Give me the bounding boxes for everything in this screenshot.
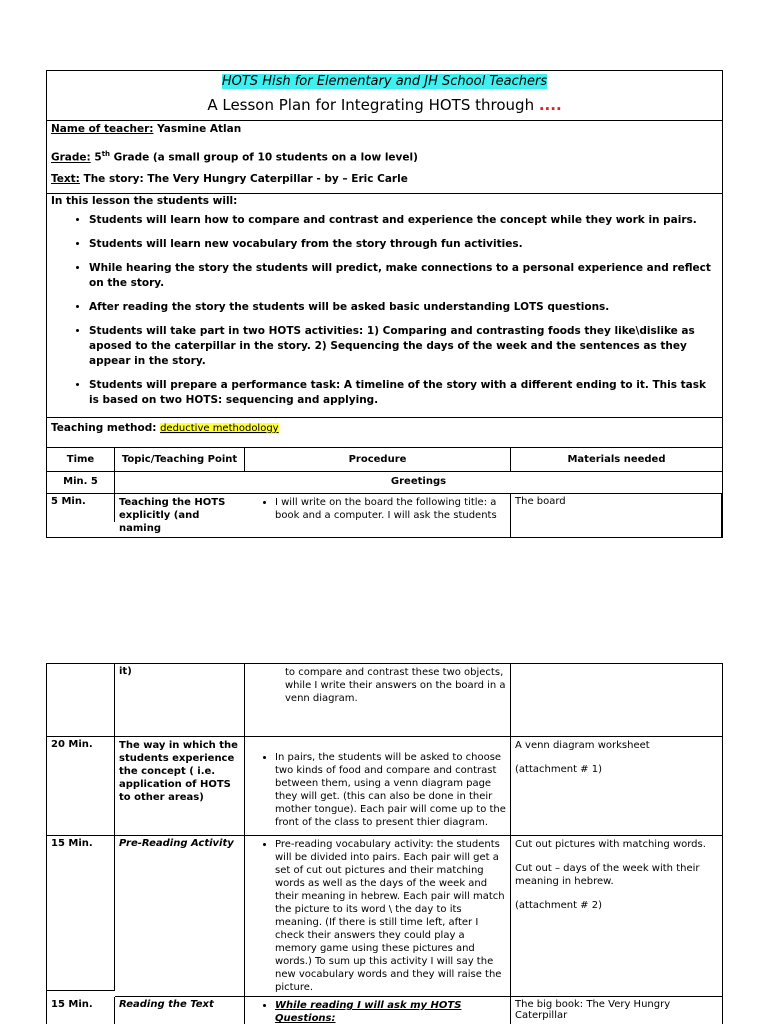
row1-topic: Teaching the HOTS explicitly (and naming — [119, 497, 226, 534]
row1-materials: The board — [511, 494, 722, 537]
schedule-grid-cont — [47, 664, 722, 1024]
lesson-plan-table-page1 — [46, 70, 723, 538]
col-header-materials: Materials needed — [511, 448, 722, 472]
r2-procedure: • In pairs, the students will be asked to choose two kinds of food and compare and contrast between them, using a venn diagram page they will get. (this can also be done in their mother tongue). Each pair will come up to the front of the class to present thier diagram. — [245, 737, 511, 836]
row1-time: 5 Min. — [47, 494, 115, 522]
objective-item: • Students will prepare a performance task: A timeline of the story with a different ending to it. This task is based on two HOTS: sequencing and applying. — [89, 378, 718, 408]
objective-item: • After reading the story the students will be asked basic understanding LOTS questions. — [89, 300, 718, 315]
objective-item: • Students will learn new vocabulary from the story through fun activities. — [89, 237, 718, 252]
col-header-procedure: Procedure — [245, 448, 511, 472]
objective-item: • Students will learn how to compare and contrast and experience the concept while they work in pairs. — [89, 213, 718, 228]
grade-row: Grade: 5th Grade (a small group of 10 students on a low level) — [51, 150, 418, 164]
objectives-heading: In this lesson the students will: — [51, 195, 238, 207]
r3-procedure: • Pre-reading vocabulary activity: the students will be divided into pairs. Each pair will get a set of cut out pictures and their matching words as well as the days of the week and their meaning in hebrew. Each pair will match the picture to its word \ the day to its meaning. (If there is still time left, after I check their answers they could play a memory game using these pictures and words.) To sum up this activity I will say the new vocabulary words and they will raise the picture. — [245, 836, 511, 997]
schedule-grid — [47, 448, 722, 537]
r3-topic: Pre-Reading Activity — [115, 836, 245, 997]
r2-topic: The way in which the students experience the concept ( i.e. application of HOTS to other areas) — [115, 737, 245, 836]
r1-time — [47, 664, 115, 737]
text-row: Text: The story: The Very Hungry Caterpillar - by – Eric Carle — [51, 173, 408, 185]
objectives-block — [47, 194, 722, 418]
r3-materials: Cut out pictures with matching words. Cut out – days of the week with their meaning in hebrew. (attachment # 2) — [511, 836, 722, 997]
header-block — [47, 71, 722, 121]
teaching-method: Teaching method: deductive methodology — [47, 418, 722, 448]
r2-time: 20 Min. — [47, 737, 115, 836]
objectives-list — [51, 213, 718, 408]
r1-topic: it) — [115, 664, 245, 737]
greet-time: Min. 5 — [47, 472, 115, 494]
r4-topic: Reading the Text — [115, 997, 245, 1024]
col-header-time: Time — [47, 448, 115, 472]
r1-procedure: to compare and contrast these two objects, while I write their answers on the board in a venn diagram. — [245, 664, 511, 737]
subtitle: HOTS Hish for Elementary and JH School Teachers — [221, 74, 548, 89]
teacher-row: Name of teacher: Yasmine Atlan — [51, 123, 242, 135]
row1-procedure: • I will write on the board the following title: a book and a computer. I will ask the students — [245, 494, 511, 537]
objective-item: • While hearing the story the students will predict, make connections to a personal experience and reflect on the story. — [89, 261, 718, 291]
method-value: deductive methodology — [160, 423, 279, 434]
greet-text: Greetings — [115, 472, 722, 494]
r4-procedure: • While reading I will ask my HOTS Questions: — [245, 997, 511, 1024]
page-title: A Lesson Plan for Integrating HOTS through .... — [207, 96, 562, 114]
lesson-plan-table-page2 — [46, 663, 723, 1024]
col-header-topic: Topic/Teaching Point — [115, 448, 245, 472]
r1-materials — [511, 664, 722, 737]
objective-item: • Students will take part in two HOTS activities: 1) Comparing and contrasting foods they like\dislike as aposed to the caterpillar in the story. 2) Sequencing the days of the week and the sentences as they appear in the story. — [89, 324, 718, 369]
r4-materials: The big book: The Very Hungry Caterpillar — [515, 999, 671, 1021]
r3-time: 15 Min. — [47, 836, 115, 991]
r4-time: 15 Min. — [47, 997, 115, 1024]
info-block — [47, 121, 722, 194]
r2-materials: A venn diagram worksheet (attachment # 1) — [511, 737, 722, 836]
